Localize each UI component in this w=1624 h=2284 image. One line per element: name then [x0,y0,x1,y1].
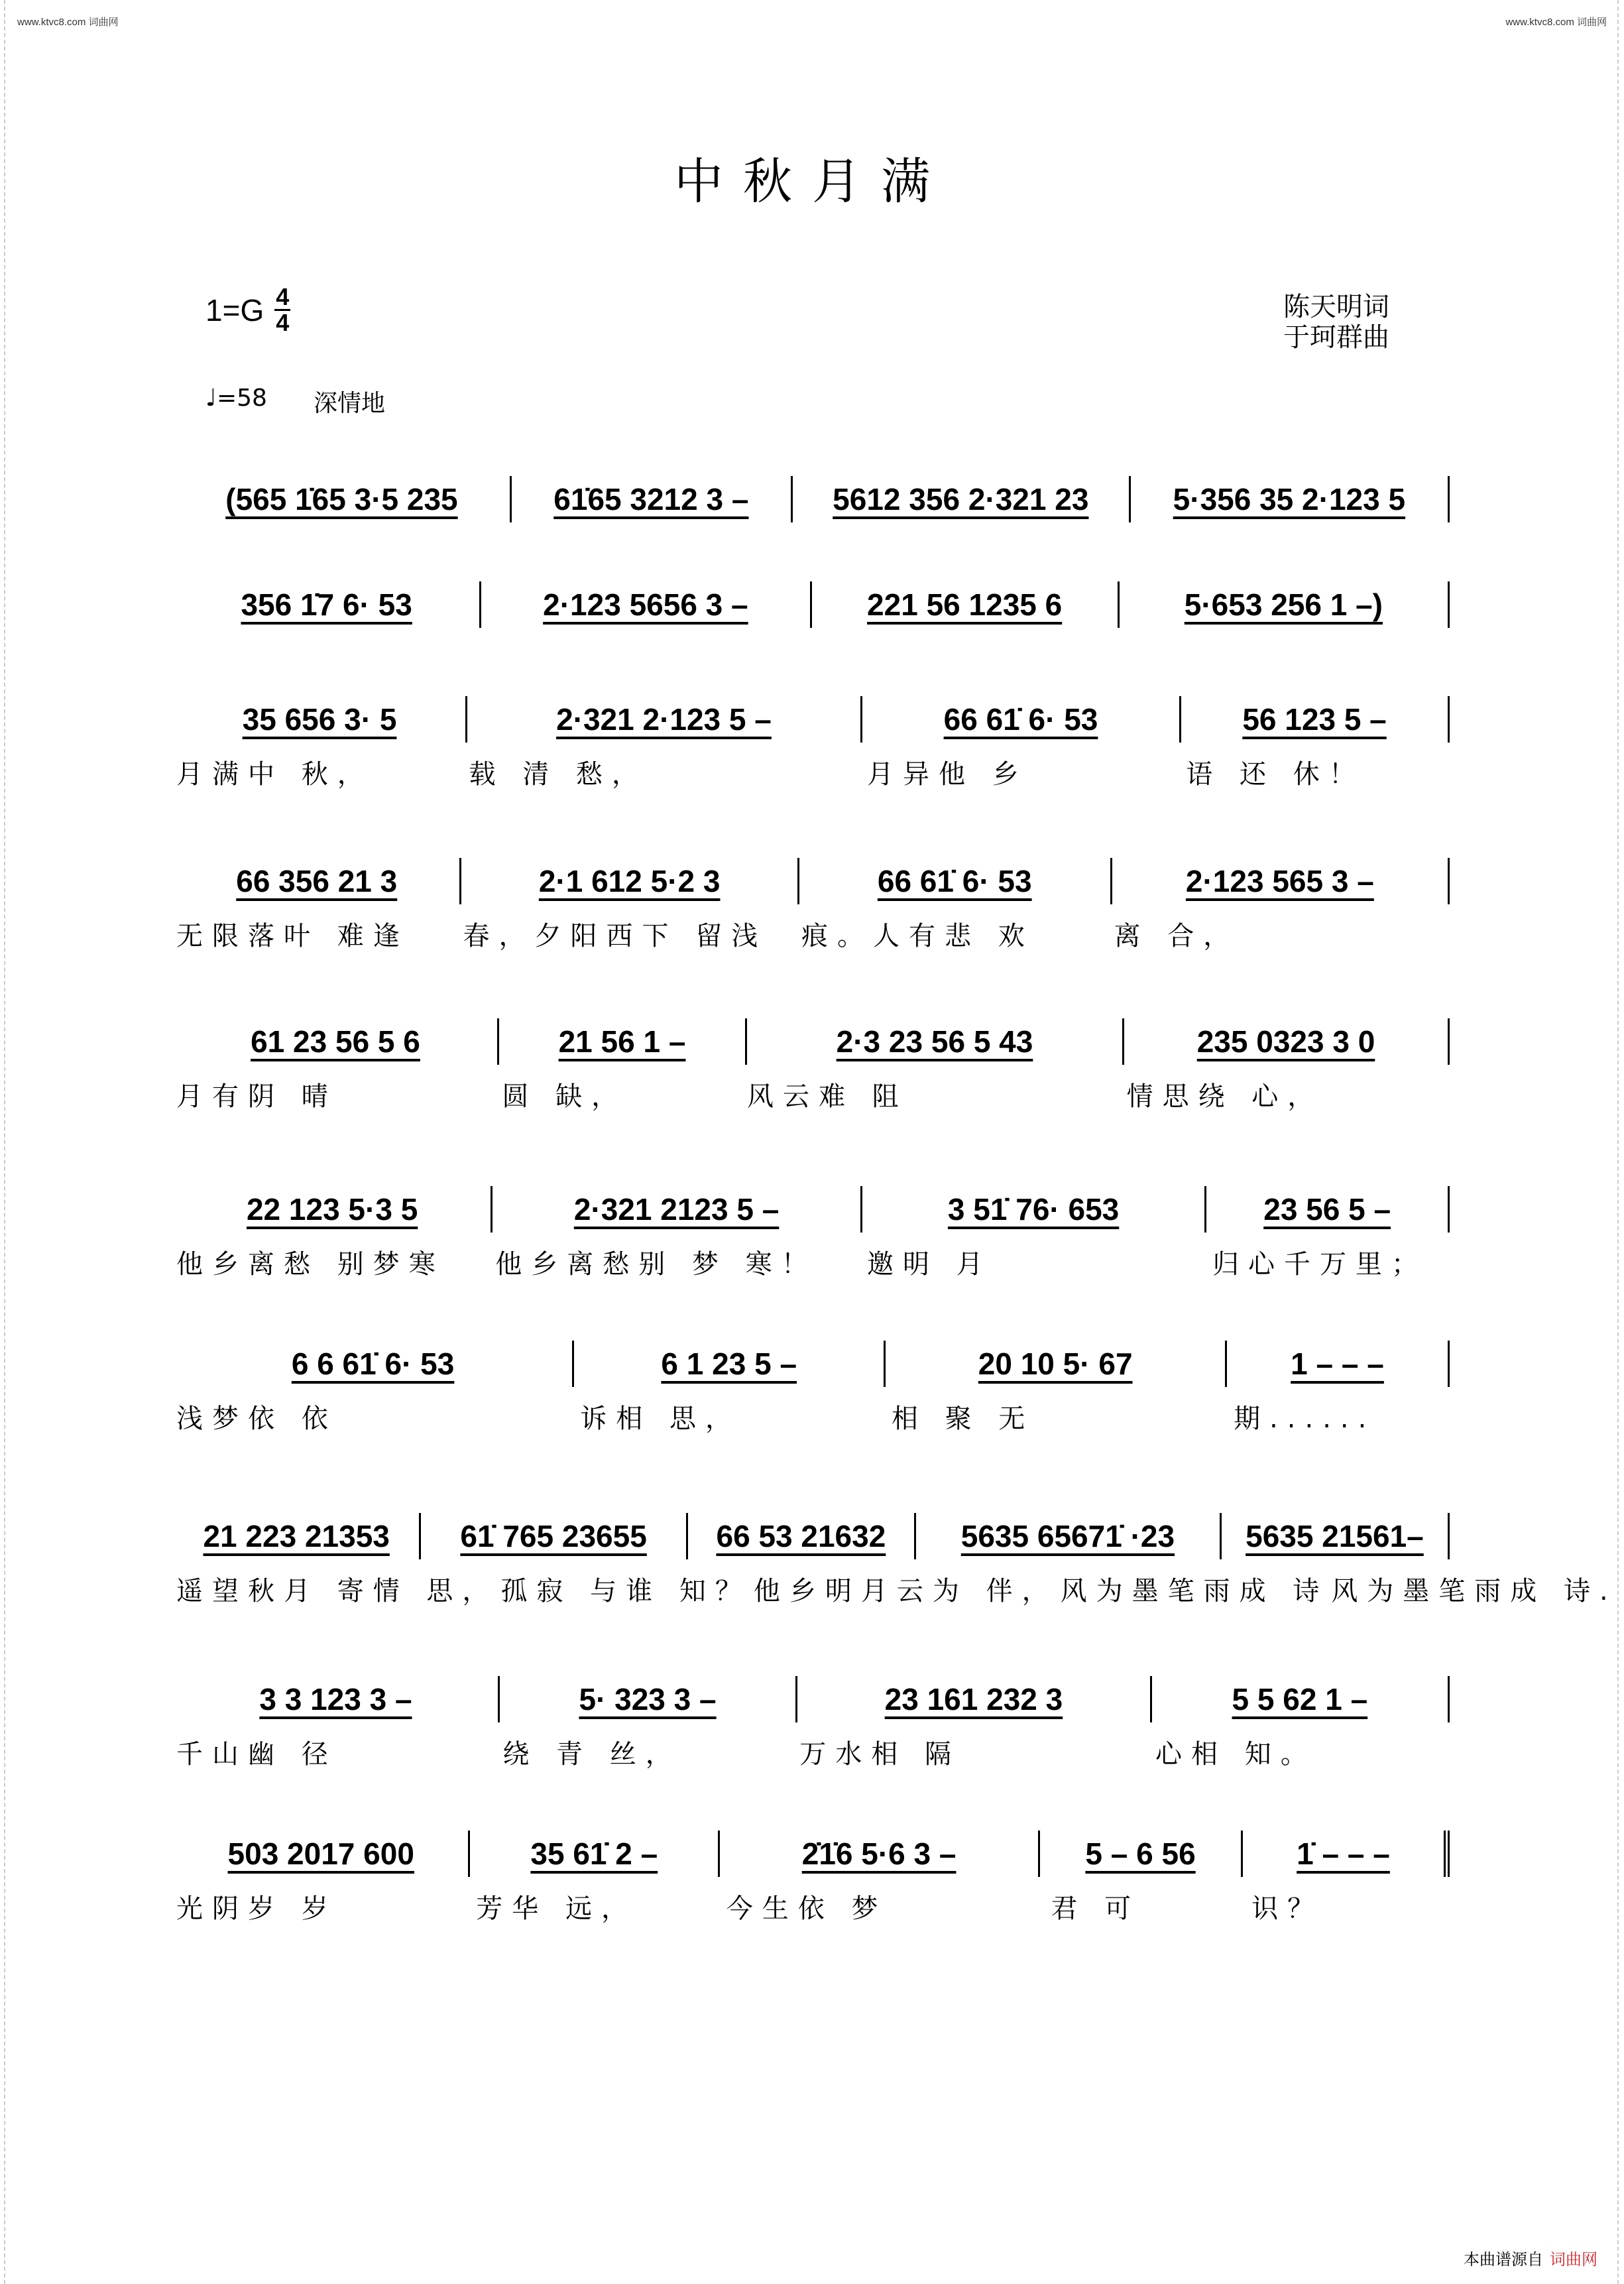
measure: 61̇65 3212 3 – [512,476,793,522]
notation-row [174,581,1450,628]
notation-row [174,696,1450,743]
measure: 22 123 5·3 5 [174,1186,493,1232]
lyric-segment: 风为墨笔雨成 诗 [1060,1576,1329,1606]
lyric-segment: 孤寂 与谁 知？ [500,1576,751,1606]
lyrics-row [174,1888,1450,1925]
lyric-segment: 月满中 秋， [176,759,373,790]
watermark-right: www.ktvc8.com 词曲网 [1505,17,1607,28]
score-line [174,1676,1450,1771]
score-line [174,476,1450,522]
lyric-segment: 绕 青 丝， [502,1739,681,1770]
score-line [174,1018,1450,1113]
lyricist: 陈天明词 [1283,292,1389,322]
measure: 23 161 232 3 [797,1676,1152,1722]
lyric-segment: 语 还 休！ [1186,759,1365,790]
measure: 21 56 1 – [499,1018,747,1065]
lyric-segment: 离 合， [1114,921,1240,951]
lyric-segment: 风为墨笔雨成 诗. [1331,1576,1617,1606]
notation-row [174,1831,1450,1877]
lyric-segment: 识？ [1251,1893,1324,1924]
footer [1464,2246,1597,2269]
measure: 35 656 3· 5 [174,696,467,743]
lyrics-row [174,1075,1450,1113]
measure: 6 1 23 5 – [574,1341,886,1387]
lyric-segment: 情思绕 心， [1126,1081,1324,1112]
measure: 2·123 565 3 – [1112,858,1450,904]
measure: 5· 323 3 – [500,1676,797,1722]
lyrics-row [174,1398,1450,1435]
score-line [174,1186,1450,1281]
lyric-segment: 诉相 思， [580,1404,742,1434]
lyric-segment: 他乡明月云为 伴， [753,1576,1058,1606]
lyric-segment: 他乡离愁别 梦 寒！ [495,1249,817,1280]
key-label: 1=G [205,292,264,328]
lyrics-row [174,753,1450,791]
measure: 66 61̇ 6· 53 [799,858,1112,904]
measure: 2̇1̇6 5·6 3 – [720,1831,1040,1877]
tempo [205,385,385,418]
measure: 5 5 62 1 – [1152,1676,1450,1722]
measure: 5 – 6 56 [1040,1831,1243,1877]
lyric-segment: 月异他 乡 [867,759,1028,790]
measure: 66 61̇ 6· 53 [862,696,1181,743]
notation-row [174,1676,1450,1722]
measure: 2·3 23 56 5 43 [747,1018,1124,1065]
score-line [174,1513,1617,1608]
lyrics-row [174,915,1450,953]
measure: 6 6 61̇ 6· 53 [174,1341,574,1387]
lyric-segment: 光阴岁 岁 [176,1893,337,1924]
lyric-segment: 千山幽 径 [176,1739,337,1770]
lyric-segment: 圆 缺， [502,1081,628,1112]
notation-row [174,1018,1450,1065]
lyric-segment: 归心千万里； [1212,1249,1428,1280]
expression-mark: 深情地 [313,390,385,417]
lyrics-row [174,1733,1450,1771]
song-title: 中秋月满 [674,153,950,210]
notation-row [174,858,1450,904]
measure: 2·123 5656 3 – [481,581,811,628]
lyric-segment: 芳华 远， [476,1893,637,1924]
composer: 于珂群曲 [1283,322,1389,353]
notation-row [174,1186,1450,1232]
measure: 235 0323 3 0 [1124,1018,1450,1065]
score-line [174,1341,1450,1435]
measure: 5·653 256 1 –) [1120,581,1450,628]
measure: 61 23 56 5 6 [174,1018,499,1065]
measure: 66 356 21 3 [174,858,461,904]
watermark-left: www.ktvc8.com 词曲网 [17,17,119,28]
lyric-segment: 心相 知。 [1155,1739,1316,1770]
tempo-mark: ♩=58 [205,385,267,412]
measure: 2·321 2·123 5 – [467,696,862,743]
measure: 5612 356 2·321 23 [793,476,1131,522]
lyric-segment: 邀明 月 [867,1249,992,1280]
lyric-segment: 浅梦依 依 [176,1404,337,1434]
notation-row [174,1513,1450,1559]
credits [1283,292,1389,353]
score-line [174,858,1450,953]
measure: 3 3 123 3 – [174,1676,500,1722]
measure: 503 2017 600 [174,1831,470,1877]
lyrics-row [174,1243,1450,1281]
measure: 1̇ – – – [1243,1831,1450,1877]
measure: 21 223 21353 [174,1513,421,1559]
lyric-segment: 相 聚 无 [891,1404,1035,1434]
measure: 20 10 5· 67 [886,1341,1227,1387]
footer-site: 词曲网 [1550,2250,1597,2269]
measure: 2·1 612 5·2 3 [461,858,799,904]
notation-row [174,1341,1450,1387]
measure: 66 53 21632 [688,1513,916,1559]
time-bottom: 4 [276,309,290,336]
measure: 1 – – – [1227,1341,1450,1387]
lyric-segment: 今生依 梦 [726,1893,888,1924]
measure: 5·356 35 2·123 5 [1131,476,1450,522]
lyric-segment: 月有阴 晴 [176,1081,337,1112]
lyric-segment: 载 清 愁， [469,759,648,790]
lyric-segment: 他乡离愁 别梦寒 [176,1249,445,1280]
page-edge-right [1617,0,1619,2284]
measure: 5635 65671̇ ·23 [916,1513,1222,1559]
score-line [174,696,1450,791]
measure: (565 1̇65 3·5 235 [174,476,512,522]
measure: 2·321 2123 5 – [493,1186,862,1232]
lyric-segment: 期...... [1234,1404,1376,1434]
notation-row [174,476,1450,522]
measure: 61̇ 765 23655 [421,1513,688,1559]
lyric-segment: 春，夕阳西下 留浅 [463,921,768,951]
time-signature [274,285,290,335]
score-line [174,581,1450,628]
page-edge-left [4,0,5,2284]
measure: 356 1̇7 6· 53 [174,581,481,628]
measure: 221 56 1235 6 [812,581,1120,628]
lyric-segment: 风云难 阻 [746,1081,908,1112]
lyrics-row [174,1570,1617,1608]
score-line [174,1831,1450,1925]
measure: 35 61̇ 2 – [470,1831,720,1877]
measure: 56 123 5 – [1181,696,1450,743]
lyric-segment: 遥望秋月 寄情 思， [176,1576,498,1606]
lyric-segment: 君 可 [1051,1893,1141,1924]
lyric-segment: 无限落叶 难逢 [176,921,409,951]
footer-text: 本曲谱源自 [1464,2250,1543,2269]
measure: 23 56 5 – [1206,1186,1450,1232]
key-signature [205,285,290,335]
lyric-segment: 痕。人有悲 欢 [801,921,1034,951]
lyric-segment: 万水相 隔 [799,1739,961,1770]
time-top: 4 [276,283,290,310]
measure: 5635 21561– [1222,1513,1450,1559]
measure: 3 51̇ 76· 653 [862,1186,1206,1232]
